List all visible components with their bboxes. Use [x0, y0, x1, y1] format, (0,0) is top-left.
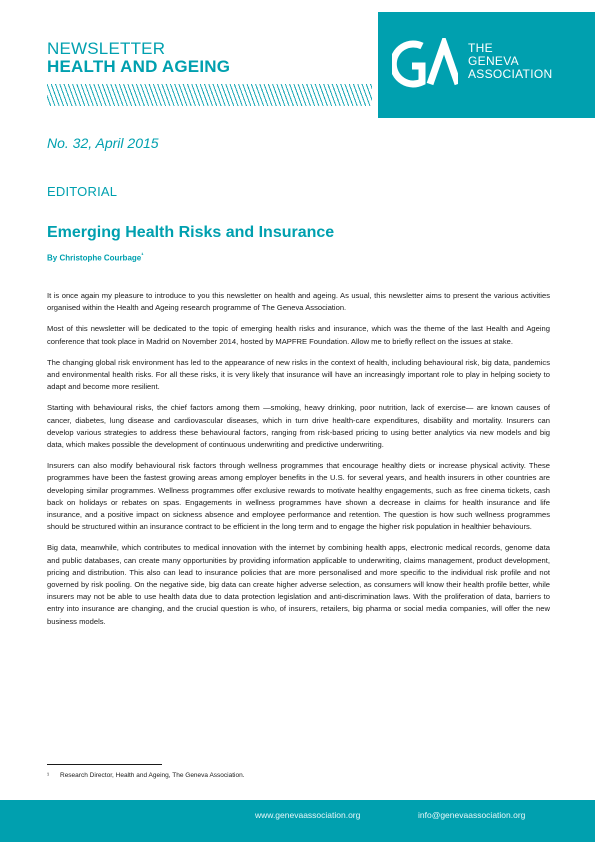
- page-footer: [0, 800, 595, 842]
- paragraph: It is once again my pleasure to introduce to you this newsletter on health and ageing. As usual, this newsletter aims to present the various activities organised within the Health and Ageing research programme of The Geneva Association.: [47, 291, 550, 313]
- section-heading: EDITORIAL: [47, 184, 118, 199]
- footnote-text: Research Director, Health and Ageing, The Geneva Association.: [60, 772, 245, 779]
- footnote: [47, 772, 245, 779]
- paragraph: Big data, meanwhile, which contributes to medical innovation with the internet by combining health apps, electronic medical records, genome data and public databases, can create many opportunities by providing information applicable to underwriting, claims management, product development, pricing and distribution. This also can lead to insurance policies that are more personalised and more specific to the individual risk profile and not governed by risk pooling. On the negative side, big data can create higher adverse selection, as consumers will know their health profile better, while insurers may not be able to use health data due to data protection legislation and anti-discrimination laws. With the proliferation of data, barriers to entry into insurance are changing, and the crucial question is who, of insurers, retailers, big pharma or social media companies, will offer the new business models.: [47, 543, 550, 626]
- byline-text: By Christophe Courbage: [47, 253, 142, 263]
- hatch-decoration: [47, 84, 372, 106]
- page-header: [0, 0, 595, 118]
- geneva-association-logo: [378, 12, 595, 118]
- ga-logo-icon: [392, 38, 458, 90]
- footnote-mark: ¹: [47, 772, 50, 779]
- paragraph: Starting with behavioural risks, the chief factors among them —smoking, heavy drinking, poor nutrition, lack of exercise— are known causes of cancer, diabetes, lung disease and cardiovascular diseases, which in turn drive health-care expenditures, disability and mortality. Insurers can develop various strategies to address these behavioural factors, ranging from risk-based pricing to using better analytics via new models and big data, which makes possible the development of continuous underwriting and predictive underwriting.: [47, 403, 550, 450]
- website-link[interactable]: www.genevaassociation.org: [255, 810, 361, 820]
- byline-footnote-mark[interactable]: ¹: [141, 252, 144, 259]
- newsletter-title: [47, 40, 230, 76]
- issue-number: No. 32, April 2015: [47, 135, 159, 151]
- footnote-divider: [47, 764, 162, 765]
- email-link[interactable]: info@genevaassociation.org: [418, 810, 526, 820]
- logo-line1: THE: [468, 41, 493, 55]
- article-body: [47, 290, 550, 637]
- article-byline: [47, 252, 143, 263]
- logo-wordmark: [468, 42, 552, 81]
- paragraph: The changing global risk environment has led to the appearance of new risks in the context of health, including behavioural risk, big data, pandemics and environmental health risks. For all these risks, it is very likely that insurance will have an increasingly important role to play in helping society to adapt and become more resilient.: [47, 357, 550, 392]
- logo-line2: GENEVA: [468, 54, 519, 68]
- newsletter-title-line1: NEWSLETTER: [47, 39, 166, 58]
- logo-line3: ASSOCIATION: [468, 67, 553, 81]
- paragraph: Most of this newsletter will be dedicated to the topic of emerging health risks and insurance, which was the theme of the last Health and Ageing conference that took place in Madrid on November 2014, hosted by MAPFRE Foundation. Allow me to briefly reflect on the issues at stake.: [47, 324, 550, 346]
- newsletter-title-line2: HEALTH AND AGEING: [47, 57, 231, 76]
- article-headline: Emerging Health Risks and Insurance: [47, 224, 335, 241]
- paragraph: Insurers can also modify behavioural risk factors through wellness programmes that encourage healthy diets or increase physical activity. These programmes have been the fastest growing areas among employer benefits in the U.S. for several years, and health insurers in other countries are developing similar programmes. Wellness programmes offer exclusive rewards to motivate healthy engagements, such as free cinema tickets, cash back on holidays or rebates on spas. Engagements in wellness programmes have shown a decrease in claims for health insurance and life insurance, and a positive impact on sickness absence and employee performance and retention. The question is how such wellness programmes should be structured within an insurance contract to be efficient in the long term and to engage the higher risk population in healthier behaviours.: [47, 461, 550, 532]
